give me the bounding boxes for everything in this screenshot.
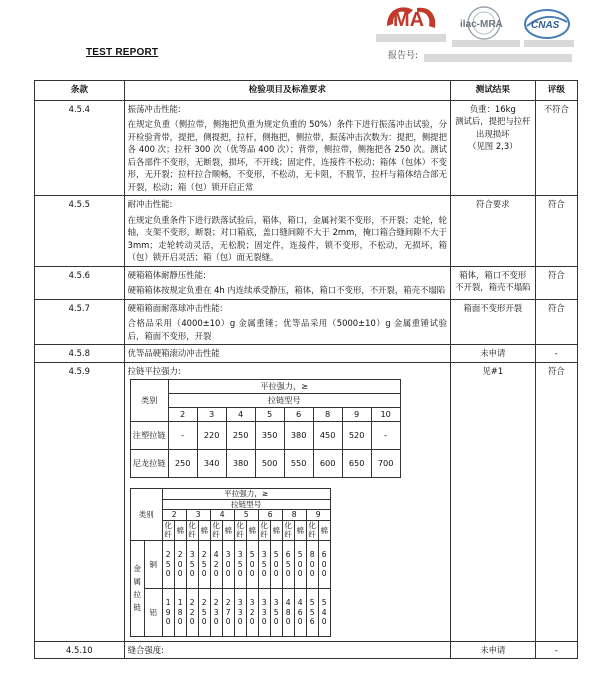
svg-text:CNAS: CNAS [531, 20, 560, 31]
strength-value-text: 650 [285, 550, 291, 579]
strength-value [282, 588, 294, 636]
strength-value [246, 588, 258, 636]
requirement-text: 合格品采用（4000±10）g 金属重锤；优等品采用（5000±10）g 金属重锤试验后，箱面不变形，开裂 [127, 318, 447, 341]
model-number: 5 [234, 510, 258, 521]
fiber-type-header [258, 520, 270, 540]
table-row [35, 299, 578, 345]
requirement-title: 拉链平拉强力: [127, 365, 181, 376]
model-number: 10 [371, 408, 400, 422]
model-number: 8 [313, 408, 342, 422]
requirement-cell [124, 266, 450, 299]
strength-value [210, 540, 222, 588]
fiber-type-header [186, 520, 198, 540]
strength-header: 平拉强力，≥ [162, 489, 330, 500]
strength-header: 平拉强力，≥ [168, 380, 400, 394]
strength-value [306, 588, 318, 636]
result-cell: 箱面不变形开裂 [450, 299, 535, 345]
strength-value-text: 330 [237, 598, 243, 627]
clause-number: 4.5.10 [35, 641, 125, 659]
clause-number: 4.5.4 [35, 100, 125, 196]
fiber-type-label: 棉 [272, 525, 280, 535]
strength-value-text: 230 [213, 598, 219, 627]
category-header: 类别 [130, 489, 162, 541]
strength-value [234, 540, 246, 588]
strength-value-text: 556 [309, 598, 315, 627]
requirement-title: 优等品硬箱滚动冲击性能 [127, 348, 220, 358]
svg-text:MA: MA [393, 9, 425, 31]
strength-value [270, 540, 282, 588]
fiber-type-label: 化纤 [284, 520, 292, 540]
col-header-requirement: 检验项目及标准要求 [124, 81, 450, 101]
zipper-type: 注塑拉链 [130, 422, 168, 450]
model-header: 拉链型号 [162, 499, 330, 510]
strength-value: 450 [313, 422, 342, 450]
fiber-type-label: 棉 [176, 525, 184, 535]
strength-value [282, 540, 294, 588]
strength-value-text: 460 [297, 598, 303, 627]
strength-value-text: 350 [261, 550, 267, 579]
requirement-title: 硬箱箱面耐落球冲击性能: [127, 302, 223, 313]
requirement-text: 硬箱箱体按规定负重在 4h 内连续承受静压，箱体，箱口不变形，不开裂，箱壳不塌陷 [127, 285, 446, 295]
table-row [35, 100, 578, 196]
test-results-table [34, 80, 578, 659]
model-number: 8 [282, 510, 306, 521]
report-title: TEST REPORT [86, 47, 159, 58]
clause-number: 4.5.8 [35, 345, 125, 363]
fiber-type-header [234, 520, 246, 540]
redacted-block [524, 40, 574, 47]
strength-value-text: 250 [201, 598, 207, 627]
strength-value [198, 588, 210, 636]
requirement-cell [124, 362, 450, 641]
fiber-type-label: 化纤 [212, 520, 220, 540]
strength-value [318, 540, 330, 588]
strength-value [318, 588, 330, 636]
col-header-result: 测试结果 [450, 81, 535, 101]
fiber-type-label: 棉 [320, 525, 328, 535]
evaluation-cell: 不符合 [535, 100, 577, 196]
strength-value [174, 588, 186, 636]
evaluation-cell: 符合 [535, 299, 577, 345]
fiber-type-label: 棉 [224, 525, 232, 535]
metal-type: 铜 [144, 540, 162, 588]
table-row [35, 641, 578, 659]
table-row [35, 196, 578, 267]
model-number: 2 [168, 408, 197, 422]
strength-value-text: 350 [237, 550, 243, 579]
requirement-cell [124, 299, 450, 345]
strength-value-text: 180 [177, 598, 183, 627]
zipper-strength-table-metal [130, 488, 331, 637]
fiber-type-header [318, 520, 330, 540]
fiber-type-label: 化纤 [260, 520, 268, 540]
model-number: 2 [162, 510, 186, 521]
strength-value: 550 [284, 450, 313, 478]
redacted-report-number [424, 54, 572, 62]
strength-value-text: 270 [225, 598, 231, 627]
strength-value-text: 500 [249, 550, 255, 579]
strength-value-text: 350 [273, 598, 279, 627]
model-number: 4 [226, 408, 255, 422]
zipper-type: 尼龙拉链 [130, 450, 168, 478]
strength-value: 380 [284, 422, 313, 450]
strength-value [294, 588, 306, 636]
requirement-cell [124, 196, 450, 267]
strength-value-text: 250 [201, 550, 207, 579]
result-cell: 负重：16kg 测试后，提把与拉杆出现损坏 （见图 2,3） [450, 100, 535, 196]
model-number: 4 [210, 510, 234, 521]
strength-value [186, 588, 198, 636]
result-cell: 见#1 [450, 362, 535, 641]
requirement-title: 缝合强度: [127, 644, 164, 655]
strength-value [162, 588, 174, 636]
report-number-label: 报告号: [388, 51, 419, 61]
requirement-title: 硬箱箱体耐静压性能: [127, 269, 206, 280]
fiber-type-header [162, 520, 174, 540]
strength-value: 340 [197, 450, 226, 478]
strength-value: 600 [313, 450, 342, 478]
zipper-group-label: 金属拉链 [133, 564, 141, 613]
strength-value [186, 540, 198, 588]
redacted-block [376, 34, 446, 42]
cma-logo [383, 2, 439, 32]
requirement-cell [124, 345, 450, 363]
fiber-type-header [246, 520, 258, 540]
strength-value-text: 250 [165, 550, 171, 579]
strength-value: 520 [342, 422, 371, 450]
strength-value: 350 [255, 422, 284, 450]
model-number: 9 [342, 408, 371, 422]
fiber-type-label: 化纤 [164, 520, 172, 540]
strength-value: - [168, 422, 197, 450]
metal-type: 铝 [144, 588, 162, 636]
requirement-title: 振荡冲击性能: [127, 103, 181, 114]
table-row [35, 362, 578, 641]
strength-value: 650 [342, 450, 371, 478]
strength-value: 500 [255, 450, 284, 478]
evaluation-cell: - [535, 345, 577, 363]
strength-value-text: 800 [309, 550, 315, 579]
strength-value-text: 350 [189, 550, 195, 579]
fiber-type-header [282, 520, 294, 540]
evaluation-cell: 符合 [535, 196, 577, 267]
zipper-strength-table-plastic-nylon [130, 379, 401, 478]
model-header: 拉链型号 [168, 394, 400, 408]
strength-value [234, 588, 246, 636]
model-number: 5 [255, 408, 284, 422]
result-cell: 未申请 [450, 345, 535, 363]
strength-value-text: 420 [213, 550, 219, 579]
strength-value-text: 200 [177, 550, 183, 579]
result-cell: 未申请 [450, 641, 535, 659]
requirement-cell [124, 641, 450, 659]
fiber-type-header [210, 520, 222, 540]
col-header-clause: 条款 [35, 81, 125, 101]
model-number: 3 [186, 510, 210, 521]
strength-value [246, 540, 258, 588]
strength-value-text: 220 [189, 598, 195, 627]
strength-value-text: 190 [165, 598, 171, 627]
fiber-type-label: 化纤 [308, 520, 316, 540]
requirement-cell [124, 100, 450, 196]
evaluation-cell: 符合 [535, 266, 577, 299]
model-number: 9 [306, 510, 330, 521]
clause-number: 4.5.6 [35, 266, 125, 299]
requirement-text: 在规定负重条件下进行跌落试验后，箱体，箱口，金属衬架不变形，不开裂；走轮，轮轴，支架不变形，断裂；对口箱底，盖口缝间隙不大于 2mm，掩口箱合缝间隙不大于 3mm；走轮转动灵活，无松脱；固定件，连接件，锁不变形，不松动，无损坏，箱（包）锁开启灵活；箱（包）面无裂缝。 [127, 214, 447, 262]
ilac-mra-logo [456, 4, 512, 42]
clause-number: 4.5.5 [35, 196, 125, 267]
fiber-type-header [270, 520, 282, 540]
strength-value-text: 320 [249, 598, 255, 627]
strength-value-text: 480 [285, 598, 291, 627]
requirement-title: 耐冲击性能: [127, 199, 173, 209]
strength-value [174, 540, 186, 588]
strength-value [162, 540, 174, 588]
category-header: 类别 [130, 380, 168, 422]
fiber-type-header [222, 520, 234, 540]
fiber-type-label: 化纤 [236, 520, 244, 540]
result-cell: 箱体，箱口不变形 不开裂，箱壳不塌陷 [450, 266, 535, 299]
strength-value: - [371, 422, 400, 450]
strength-value [258, 588, 270, 636]
strength-value [198, 540, 210, 588]
cnas-logo [521, 6, 573, 42]
strength-value [210, 588, 222, 636]
strength-value: 220 [197, 422, 226, 450]
strength-value-text: 500 [273, 550, 279, 579]
strength-value [258, 540, 270, 588]
strength-value: 700 [371, 450, 400, 478]
fiber-type-header [198, 520, 210, 540]
model-number: 6 [258, 510, 282, 521]
table-row [35, 345, 578, 363]
zipper-group [130, 540, 144, 636]
strength-value-text: 300 [225, 550, 231, 579]
table-header-row [35, 81, 578, 101]
fiber-type-label: 棉 [200, 525, 208, 535]
strength-value [306, 540, 318, 588]
svg-text:ilac-MRA: ilac-MRA [460, 19, 503, 30]
strength-value: 250 [168, 450, 197, 478]
evaluation-cell: - [535, 641, 577, 659]
requirement-text: 在规定负重（侧拉带，侧拖把负重为规定负重的 50%）条件下进行振荡冲击试验，分开检验背带，提把，侧提把，拉杆，侧拖把，侧拉带，振荡冲击次数为：提把，侧提把各 400 次；拉杆 300 次（优等品 400 次）；背带，侧拉带，侧拖把各 250 次。测试后各部件不变形，无断裂，损坏，不开线；固定件，连接件不松动；箱体（包体）不变形，无开裂；拉杆拉合顺畅，不变形，不松动，无卡阻，不脱节，拉杆与箱体结合部无开裂，松动；箱（包）锁开启正常 [127, 119, 447, 192]
col-header-evaluation: 评级 [535, 81, 577, 101]
clause-number: 4.5.7 [35, 299, 125, 345]
fiber-type-label: 化纤 [188, 520, 196, 540]
strength-value: 250 [226, 422, 255, 450]
fiber-type-header [294, 520, 306, 540]
strength-value-text: 540 [321, 598, 327, 627]
report-header [0, 0, 600, 78]
table-row [35, 266, 578, 299]
evaluation-cell: 符合 [535, 362, 577, 641]
strength-value [270, 588, 282, 636]
model-number: 6 [284, 408, 313, 422]
fiber-type-header [306, 520, 318, 540]
strength-value [294, 540, 306, 588]
strength-value [222, 588, 234, 636]
model-number: 3 [197, 408, 226, 422]
strength-value-text: 500 [297, 550, 303, 579]
redacted-block [452, 40, 520, 47]
fiber-type-label: 棉 [296, 525, 304, 535]
fiber-type-header [174, 520, 186, 540]
clause-number: 4.5.9 [35, 362, 125, 641]
strength-value: 380 [226, 450, 255, 478]
strength-value-text: 600 [321, 550, 327, 579]
strength-value [222, 540, 234, 588]
strength-value-text: 330 [261, 598, 267, 627]
fiber-type-label: 棉 [248, 525, 256, 535]
result-cell: 符合要求 [450, 196, 535, 267]
